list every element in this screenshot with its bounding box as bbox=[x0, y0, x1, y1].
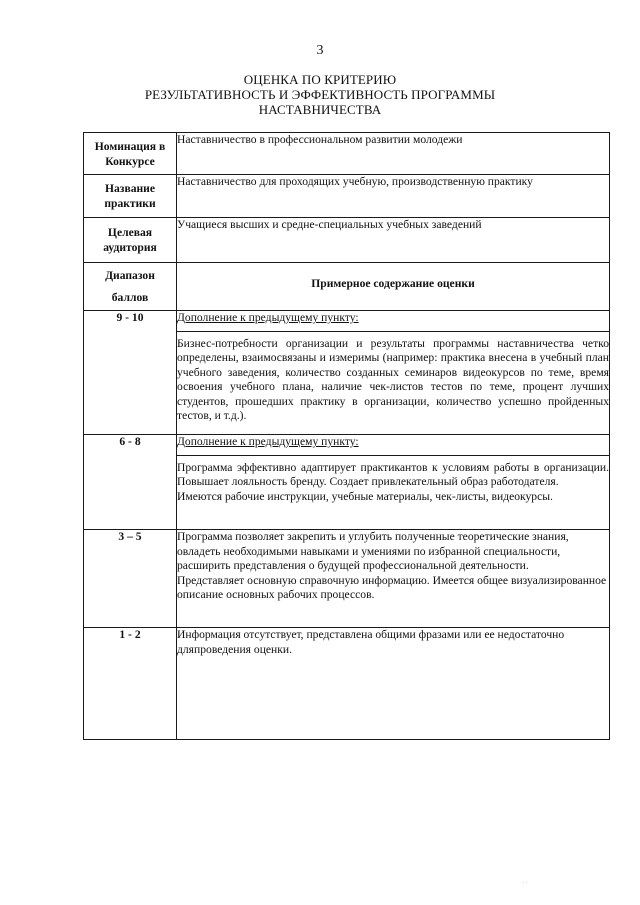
nomination-label bbox=[84, 133, 177, 175]
score-range: 9 - 10 bbox=[84, 311, 177, 435]
description-text-2: Имеются рабочие инструкции, учебные материалы, чек-листы, видеокурсы. bbox=[177, 489, 553, 503]
practice-name-value: Наставничество для проходящих учебную, производственную практику bbox=[177, 175, 610, 218]
description-text: Программа позволяет закрепить и углубить полученные теоретические знания, овладеть необходимыми навыками и умениями по избранной специальности, расширить представления о будущей профессиональной деятельности. bbox=[177, 530, 569, 572]
score-row-6-8 bbox=[84, 435, 610, 530]
score-row-9-10 bbox=[84, 311, 610, 435]
target-audience-label bbox=[84, 218, 177, 263]
nomination-label-line-2: Конкурсе bbox=[105, 154, 155, 168]
title-line-3: НАСТАВНИЧЕСТВА bbox=[258, 102, 382, 117]
nomination-row bbox=[84, 133, 610, 175]
document-title bbox=[0, 72, 640, 117]
description-text: Информация отсутствует, представлена общими фразами или ее недостаточно дляпроведения оценки. bbox=[177, 628, 565, 656]
practice-name-label-line-1: Название bbox=[104, 182, 156, 195]
addition-note: Дополнение к предыдущему пункту: bbox=[177, 435, 359, 448]
score-range: 1 - 2 bbox=[84, 628, 177, 740]
title-line-1: ОЦЕНКА ПО КРИТЕРИЮ bbox=[243, 72, 397, 87]
cell-divider bbox=[176, 455, 610, 456]
score-description bbox=[177, 628, 610, 740]
description-text-2: Представляет основную справочную информацию. Имеется общее визуализированное описание основных рабочих процессов. bbox=[177, 573, 607, 601]
practice-name-label bbox=[84, 175, 177, 218]
range-header-line-2: баллов bbox=[111, 290, 149, 304]
practice-name-label-line-2: практики bbox=[104, 197, 156, 210]
content-header: Примерное содержание оценки bbox=[311, 277, 475, 290]
target-audience-label-line-1: Целевая bbox=[107, 226, 153, 239]
addition-note: Дополнение к предыдущему пункту: bbox=[177, 311, 359, 324]
nomination-value: Наставничество в профессиональном развитии молодежи bbox=[177, 133, 610, 175]
score-description bbox=[177, 530, 610, 628]
target-audience-value: Учащиеся высших и средне-специальных учебных заведений bbox=[177, 218, 610, 263]
score-row-1-2 bbox=[84, 628, 610, 740]
range-header bbox=[84, 263, 177, 311]
cell-divider bbox=[176, 331, 610, 332]
title-line-2: РЕЗУЛЬТАТИВНОСТЬ И ЭФФЕКТИВНОСТЬ ПРОГРАММЫ bbox=[144, 87, 496, 102]
header-row bbox=[84, 263, 610, 311]
description-text: Программа эффективно адаптирует практикантов к условиям работы в организации. Повышает лояльность бренду. Создает привлекательный образ работодателя. bbox=[177, 460, 609, 488]
score-row-3-5 bbox=[84, 530, 610, 628]
score-range: 6 - 8 bbox=[84, 435, 177, 530]
page-number: 3 bbox=[316, 43, 324, 58]
scan-artifact: · · bbox=[522, 880, 528, 886]
score-description bbox=[177, 311, 610, 435]
score-range: 3 – 5 bbox=[84, 530, 177, 628]
content-header-cell bbox=[177, 263, 610, 311]
score-description bbox=[177, 435, 610, 530]
target-audience-row bbox=[84, 218, 610, 263]
practice-name-row bbox=[84, 175, 610, 218]
description-text: Бизнес-потребности организации и результаты программы наставничества четко определены, взаимосвязаны и измеримы (например: практика внесена в учебный план учебного заведения, количество созданных семинаров видеокурсов по теме, время освоения учебного плана, наличие чек-листов тестов по теме, процент лучших студентов, прошедших практику в организации, количество успешно пройденных тестов, и т.д.). bbox=[177, 336, 609, 422]
nomination-label-line-1: Номинация в bbox=[94, 139, 166, 153]
range-header-line-1: Диапазон bbox=[105, 268, 155, 282]
criteria-table bbox=[83, 132, 610, 740]
target-audience-label-line-2: аудитория bbox=[103, 241, 157, 254]
